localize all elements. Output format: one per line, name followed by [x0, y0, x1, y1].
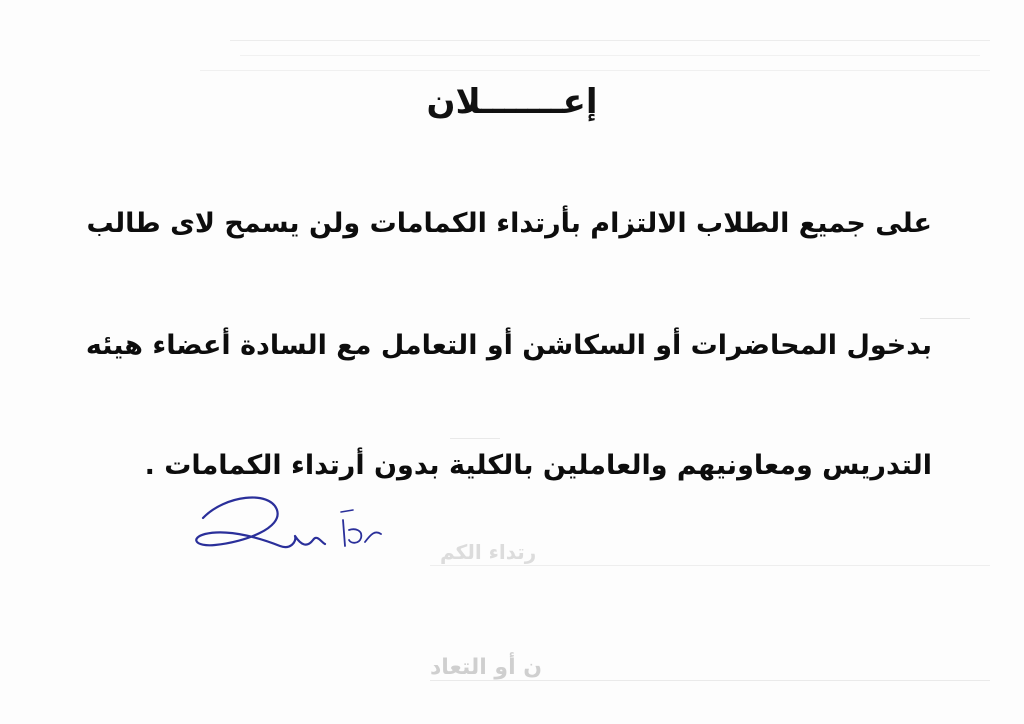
- announcement-line-2: بدخول المحاضرات أو السكاشن أو التعامل مع السادة أعضاء هيئه: [85, 330, 932, 361]
- bleed-through-line: [230, 40, 990, 41]
- announcement-line-1: على جميع الطلاب الالتزام بأرتداء الكمامات ولن يسمح لاى طالب: [86, 208, 932, 239]
- bleed-through-line: [200, 70, 990, 71]
- bleed-through-line: [450, 438, 500, 439]
- bleed-through-text: ن أو التعاد: [430, 655, 543, 680]
- bleed-through-text: رتداء الكم: [440, 540, 537, 564]
- announcement-title: إعـــــــلان: [426, 82, 598, 122]
- announcement-line-3: التدريس ومعاونيهم والعاملين بالكلية بدون أرتداء الكمامات .: [144, 450, 932, 481]
- bleed-through-line: [920, 318, 970, 319]
- handwritten-signature: [185, 490, 395, 570]
- bleed-through-line: [240, 55, 980, 56]
- bleed-through-line: [430, 565, 990, 566]
- bleed-through-line: [430, 680, 990, 681]
